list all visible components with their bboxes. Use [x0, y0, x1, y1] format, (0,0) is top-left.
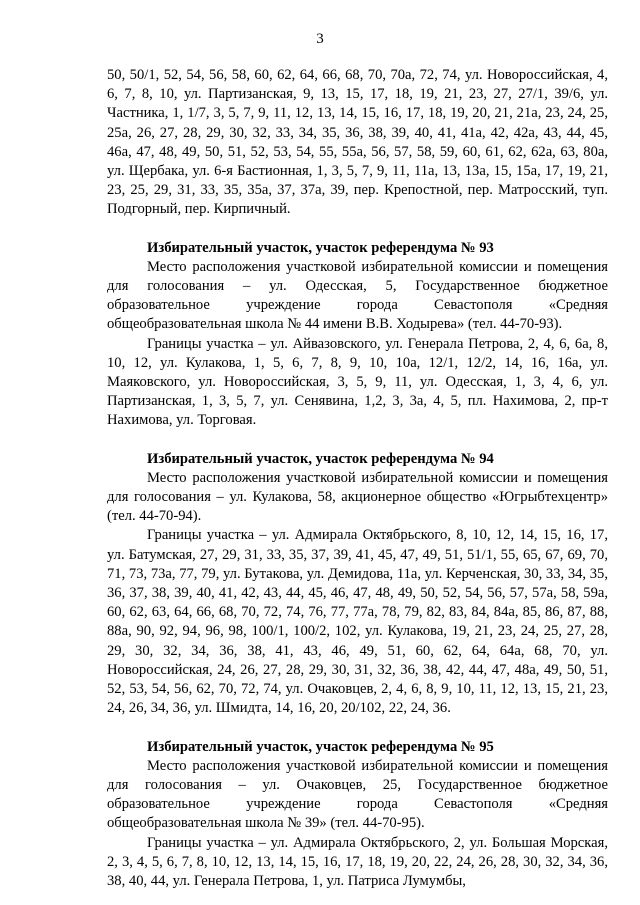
section-heading-94: Избирательный участок, участок референдума № 94 — [147, 450, 494, 467]
page-number: 3 — [316, 31, 324, 47]
document-body — [107, 66, 608, 891]
section-heading-95: Избирательный участок, участок референдума № 95 — [147, 738, 494, 755]
section-borders-95: Границы участка – ул. Адмирала Октябрьского, 2, ул. Большая Морская, 2, 3, 4, 5, 6, 7, 8, 10, 12, 13, 14, 15, 16, 17, 18, 19, 20, 22, 24, 26, 28, 30, 32, 34, 36, 38, 40, 44, ул. Генерала Петрова, 1, ул. Патриса Лумумбы, — [107, 834, 608, 889]
section-location-95: Место расположения участковой избирательной комиссии и помещения для голосования – ул. Очаковцев, 25, Государственное бюджетное образовательное учреждение города Севастополя «Средняя общеобразовательная школа № 39» (тел. 44-70-95). — [107, 757, 608, 832]
section-location-93: Место расположения участковой избирательной комиссии и помещения для голосования – ул. Одесская, 5, Государственное бюджетное образовательное учреждение города Севастополя «Средняя общеобразовательная школа № 44 имени В.В. Ходырева» (тел. 44-70-93). — [107, 258, 608, 333]
paragraph-continuation: 50, 50/1, 52, 54, 56, 58, 60, 62, 64, 66, 68, 70, 70а, 72, 74, ул. Новороссийская, 4, 6, 7, 8, 10, ул. Партизанская, 9, 13, 15, 17, 18, 19, 21, 23, 27, 27/1, 39/6, ул. Частника, 1, 1/7, 3, 5, 7, 9, 11, 12, 13, 14, 15, 16, 17, 18, 19, 20, 21, 21а, 23, 24, 25, 25а, 26, 27, 28, 29, 30, 32, 33, 34, 35, 36, 38, 39, 40, 41, 41а, 42, 42а, 43, 44, 45, 46а, 47, 48, 49, 50, 51, 52, 53, 54, 55, 55а, 56, 57, 58, 59, 60, 61, 62, 62а, 63, 80а, ул. Щербака, ул. 6-я Бастионная, 1, 3, 5, 7, 9, 11, 11а, 13, 13а, 15, 15а, 17, 19, 21, 23, 25, 29, 31, 33, 35, 35а, 37, 37а, 39, пер. Крепостной, пер. Матросский, туп. Подгорный, пер. Кирпичный. — [107, 67, 608, 218]
section-heading-93: Избирательный участок, участок референдума № 93 — [147, 239, 494, 256]
section-location-94: Место расположения участковой избирательной комиссии и помещения для голосования – ул. Кулакова, 58, акционерное общество «Югрыбтехцентр» (тел. 44-70-94). — [107, 469, 608, 525]
section-borders-94: Границы участка – ул. Адмирала Октябрьского, 8, 10, 12, 14, 15, 16, 17, ул. Батумская, 27, 29, 31, 33, 35, 37, 39, 41, 45, 47, 49, 51, 51/1, 55, 65, 67, 69, 70, 71, 73, 73а, 77, 79, ул. Бутакова, ул. Демидова, 11а, ул. Керченская, 30, 33, 34, 35, 36, 37, 38, 39, 40, 41, 42, 43, 44, 45, 46, 47, 48, 49, 50, 52, 54, 56, 57, 57а, 58, 59а, 60, 62, 63, 64, 66, 68, 70, 72, 74, 76, 77, 77а, 78, 79, 82, 83, 84, 84а, 85, 86, 87, 88, 88а, 90, 92, 94, 96, 98, 100/1, 100/2, 102, ул. Кулакова, 19, 21, 23, 24, 25, 27, 28, 29, 30, 32, 34, 36, 38, 41, 43, 46, 49, 51, 60, 62, 64, 64а, 68, 70, ул. Новороссийская, 24, 26, 27, 28, 29, 30, 31, 32, 36, 38, 42, 44, 47, 48а, 49, 50, 51, 52, 53, 54, 56, 62, 70, 72, 74, ул. Очаковцев, 2, 4, 6, 8, 9, 10, 11, 12, 13, 15, 21, 23, 24, 26, 34, 36, ул. Шмидта, 14, 16, 20, 20/102, 22, 24, 36. — [107, 527, 608, 717]
section-borders-93: Границы участка – ул. Айвазовского, ул. Генерала Петрова, 2, 4, 6, 6а, 8, 10, 12, ул. Кулакова, 1, 5, 6, 7, 8, 9, 10, 10а, 12/1, 12/2, 14, 16, 16а, ул. Маяковского, ул. Новороссийская, 3, 5, 9, 11, ул. Одесская, 1, 3, 4, 6, ул. Партизанская, 1, 3, 5, 7, ул. Сенявина, 1,2, 3, 3а, 4, 5, пл. Нахимова, 2, пр-т Нахимова, ул. Торговая. — [107, 335, 608, 429]
